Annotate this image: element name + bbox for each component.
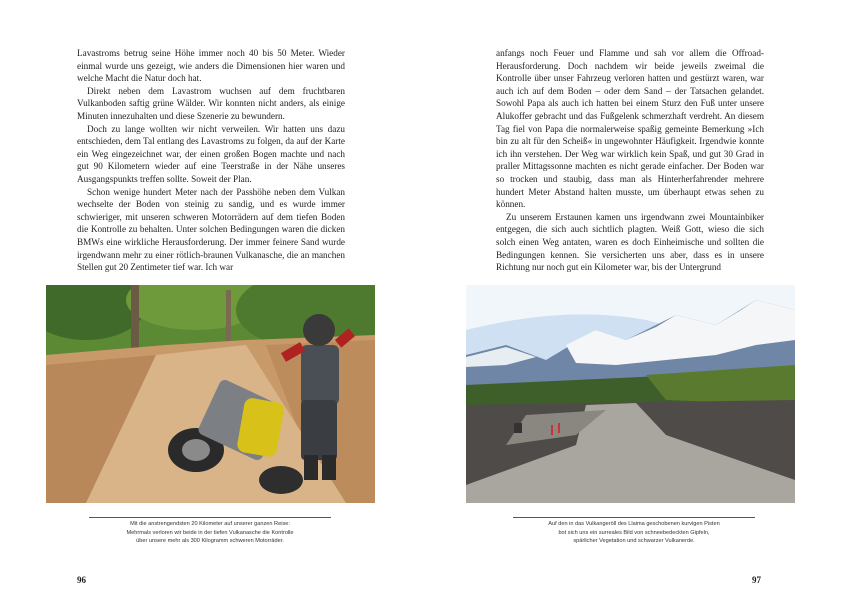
right-caption-divider bbox=[513, 517, 755, 518]
right-photo-caption bbox=[503, 520, 765, 546]
left-caption-divider bbox=[89, 517, 331, 518]
volcanic-landscape-photo bbox=[466, 285, 795, 503]
left-caption-line-2: Mehrmals verloren wir beide in der tiefen Vulkanasche die Kontrolle bbox=[126, 529, 294, 536]
left-page-number: 96 bbox=[77, 575, 86, 585]
right-caption-line-1: Auf den in das Vulkangeröll des Llaima geschobenen kurvigen Pisten bbox=[548, 521, 720, 527]
motorcycle-fallen-photo bbox=[46, 285, 375, 503]
right-caption-line-2: bot sich uns ein surreales Bild von schneebedeckten Gipfeln, bbox=[558, 529, 710, 536]
right-page bbox=[421, 0, 843, 600]
left-caption-line-1: Mit die anstrengendsten 20 Kilometer auf unserer ganzen Reise: bbox=[130, 521, 290, 527]
right-paragraph-2: Zu unserem Erstaunen kamen uns irgendwann zwei Mountainbiker entgegen, die sich auch sichtlich plagten. Weiß Gott, wieso die sich solch einen Weg antaten, waren es doch Einheimische und sollten die Bedingungen kennen. Sie versicherten uns aber, dass es in unsere Richtung nur noch gut ein Kilometer war, bis der Untergrund bbox=[496, 211, 764, 273]
right-text-column bbox=[496, 47, 764, 274]
left-paragraph-2: Direkt neben dem Lavastrom wuchsen auf dem fruchtbaren Vulkanboden saftig grüne Wälder. Wir konnten nicht anders, als einige Minuten innezuhalten und diese Szenerie zu bewundern. bbox=[77, 85, 345, 121]
left-text-column bbox=[77, 47, 345, 274]
left-paragraph-4: Schon wenige hundert Meter nach der Passhöhe neben dem Vulkan wechselte der Boden von steinig zu sandig, und es wurde immer schwieriger, mit unseren schweren Motorrädern auf dem tiefen Boden die Kontrolle zu behalten. Unter solchen Bedingungen waren die dicken BMWs eine wirkliche Herausforderung. Der immer feinere Sand wurde irgendwann mehr zu einer rötlich-braunen Vulkanasche, die an manchen Stellen gut 20 Zentimeter tief war. Ich war bbox=[77, 186, 345, 273]
left-page bbox=[0, 0, 421, 600]
left-caption-line-3: über unsere mehr als 300 Kilogramm schweren Motorräder. bbox=[136, 538, 284, 545]
left-photo-caption bbox=[80, 520, 340, 546]
right-caption-line-3: spärlicher Vegetation und schwarzer Vulkanerde. bbox=[573, 538, 695, 545]
left-paragraph-3: Doch zu lange wollten wir nicht verweilen. Wir hatten uns dazu entschieden, dem Tal entlang des Lavastroms zu folgen, da auf der Karte ein Weg eingezeichnet war, der einen großen Bogen machte und nach gut 90 Kilometern wieder auf eine Teerstraße in der Nähe unseres Ausgangspunkts treffen sollte. Soweit der Plan. bbox=[77, 123, 345, 184]
left-paragraph-1: Lavastroms betrug seine Höhe immer noch 40 bis 50 Meter. Wieder einmal wurde uns gezeigt, wie anders die Dimensionen hier waren und welche Macht die Natur doch hat. bbox=[77, 48, 345, 84]
right-page-number: 97 bbox=[752, 575, 761, 585]
right-paragraph-1: anfangs noch Feuer und Flamme und sah vor allem die Offroad-Herausforderung. Doch nachdem wir beide jeweils zweimal die Kontrolle über unser Fahrzeug verloren hatten und gestürzt waren, war auch ich auf dem Boden – oder dem Sand – der Tatsachen gelandet. Sowohl Papa als auch ich hatten bei einem Sturz den Fuß unter unsere Alukoffer gebracht und das Fußgelenk schmerzhaft verdreht. An diesem Tag fiel von Papa die normalerweise spaßig gemeinte Bemerkung »Ich bin zu alt für den Scheiß« in ungewohnter Häufigkeit. Irgendwie konnte ich ihn verstehen. Der Weg war wirklich kein Spaß, und gut 30 Grad in praller Mittagssonne machten es nicht gerade einfacher. Der Boden war so trocken und staubig, dass man als Hinterherfahrender mehrere hundert Meter Abstand halten musste, um überhaupt etwas sehen zu können. bbox=[496, 48, 764, 210]
